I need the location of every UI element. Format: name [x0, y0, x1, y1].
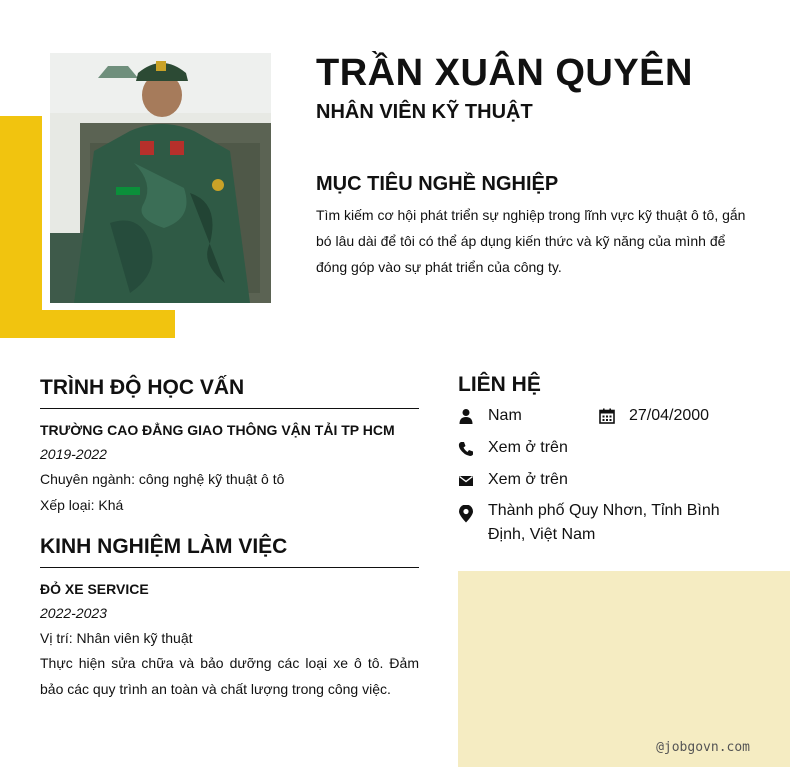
- experience-heading: KINH NGHIỆM LÀM VIỆC: [40, 535, 419, 568]
- experience-position: Vị trí: Nhân viên kỹ thuật: [40, 630, 193, 646]
- calendar-icon: [599, 408, 615, 424]
- profile-photo: [50, 53, 271, 303]
- contact-birthday: 27/04/2000: [629, 407, 710, 424]
- phone-icon: [458, 441, 474, 457]
- candidate-name: TRẦN XUÂN QUYÊN: [316, 52, 693, 94]
- contact-email: Xem ở trên: [488, 471, 568, 488]
- contact-gender: Nam: [488, 407, 522, 424]
- contact-phone: Xem ở trên: [488, 439, 568, 456]
- job-title: NHÂN VIÊN KỸ THUẬT: [316, 101, 533, 123]
- experience-description: Thực hiện sửa chữa và bảo dưỡng các loại xe ô tô. Đảm bảo các quy trình an toàn và chất lượng trong công việc.: [40, 655, 419, 697]
- experience-period: 2022-2023: [40, 605, 107, 621]
- location-pin-icon: [458, 505, 474, 521]
- objective-heading: MỤC TIÊU NGHỀ NGHIỆP: [316, 173, 559, 195]
- contact-address: Thành phố Quy Nhơn, Tỉnh Bình Định, Việt Nam: [488, 502, 720, 543]
- watermark: @jobgovn.com: [656, 740, 750, 755]
- education-heading: TRÌNH ĐỘ HỌC VẤN: [40, 376, 419, 409]
- accent-block-vertical: [0, 116, 42, 338]
- education-major: Chuyên ngành: công nghệ kỹ thuật ô tô: [40, 471, 285, 487]
- education-grade: Xếp loại: Khá: [40, 497, 124, 513]
- education-period: 2019-2022: [40, 446, 107, 462]
- decorative-panel: [458, 571, 790, 767]
- person-icon: [458, 408, 474, 424]
- accent-block-horizontal: [0, 310, 175, 338]
- mail-icon: [458, 473, 474, 489]
- education-school: TRƯỜNG CAO ĐẲNG GIAO THÔNG VẬN TẢI TP HCM: [40, 422, 395, 438]
- objective-text: Tìm kiếm cơ hội phát triển sự nghiệp trong lĩnh vực kỹ thuật ô tô, gắn bó lâu dài để tôi có thể áp dụng kiến thức và kỹ năng của mình để đóng góp vào sự phát triển của công ty.: [316, 207, 746, 275]
- experience-company: ĐỎ XE SERVICE: [40, 581, 149, 597]
- contact-heading: LIÊN HỆ: [458, 373, 541, 396]
